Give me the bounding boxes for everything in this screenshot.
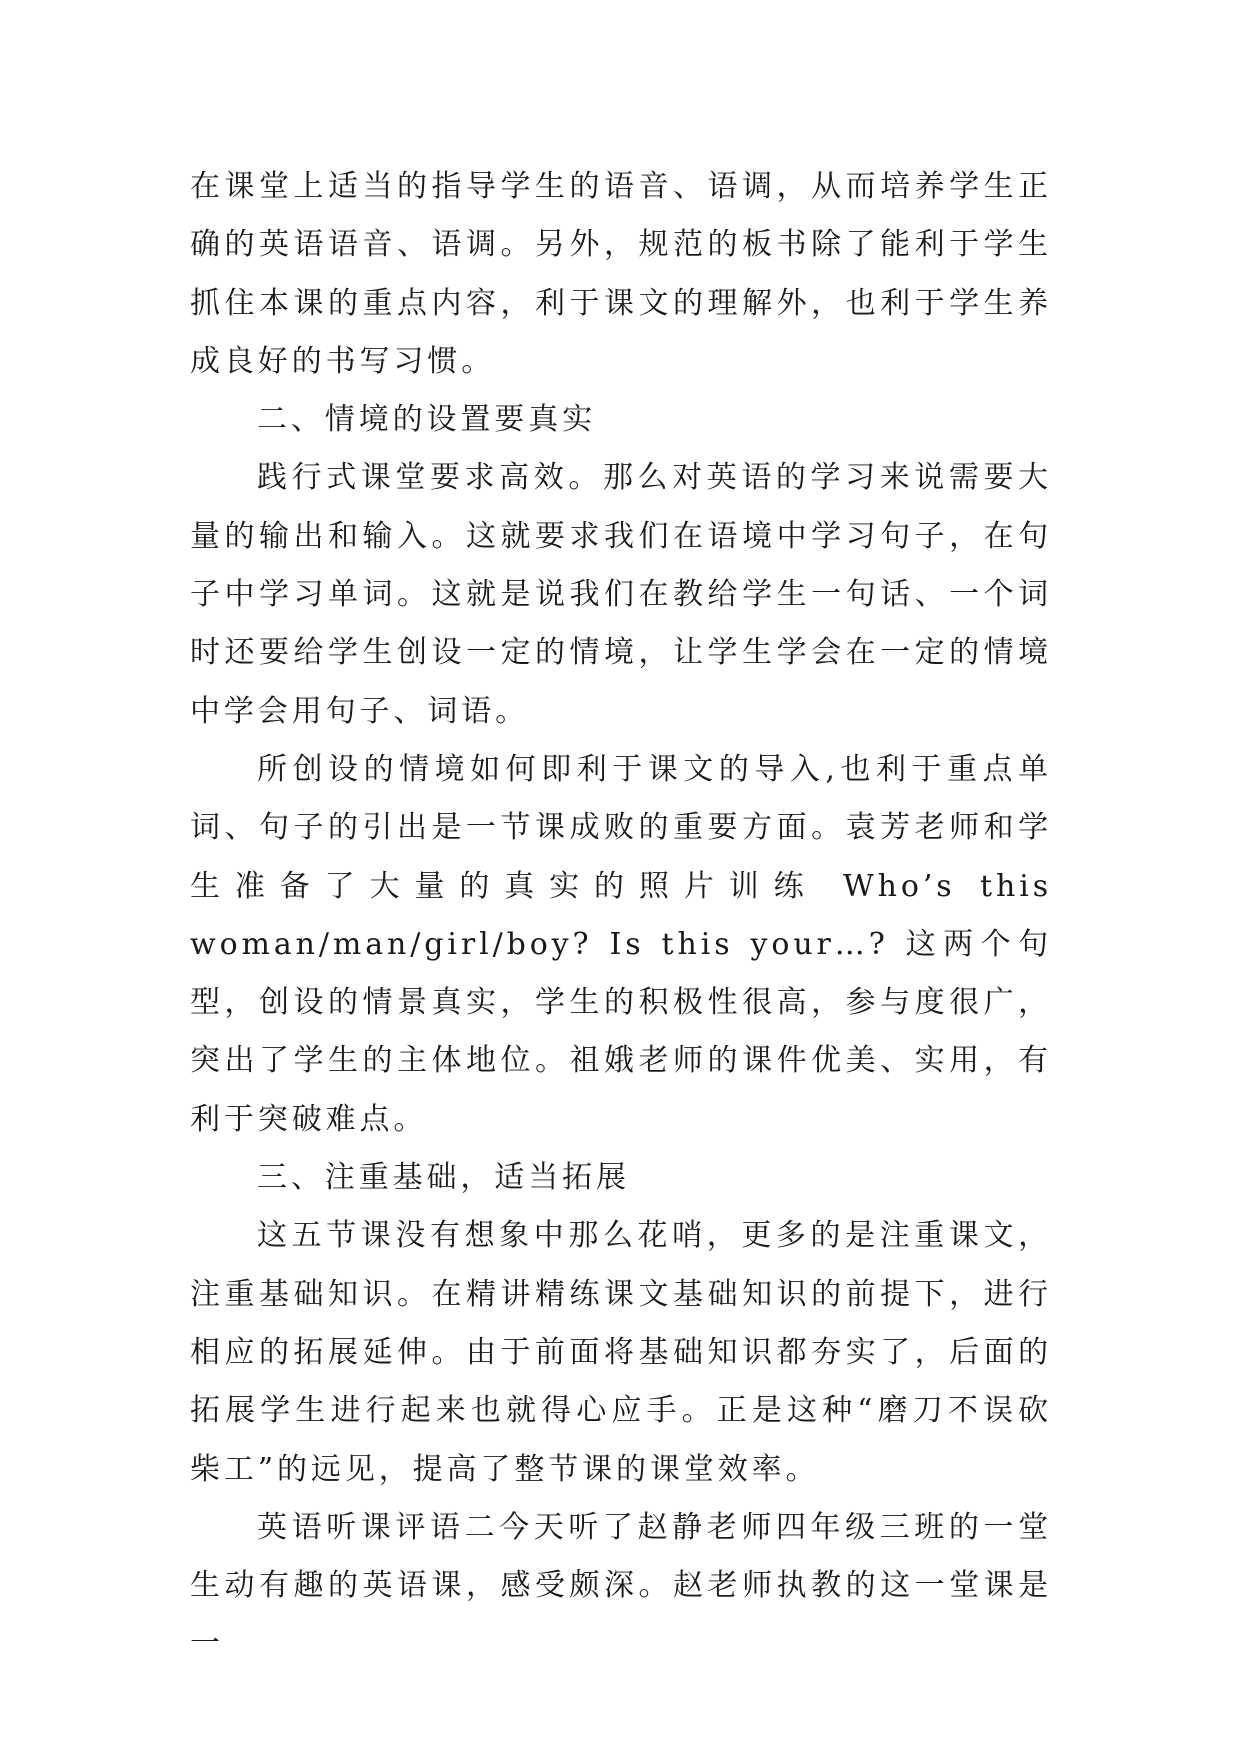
paragraph: 英语听课评语二今天听了赵静老师四年级三班的一堂生动有趣的英语课，感受颇深。赵老师执教的这一堂课是一 xyxy=(190,1509,1052,1662)
paragraph: 所创设的情境如何即利于课文的导入,也利于重点单词、句子的引出是一节课成败的重要方面。袁芳老师和学生准备了大量的真实的照片训练 Who’s this woman/man/girl/boy? Is this your…? 这两个句型，创设的情景真实，学生的积极性很高，参与度很广，突出了学生的主体地位。祖娥老师的课件优美、实用，有利于突破难点。 xyxy=(190,751,1052,1137)
paragraph: 践行式课堂要求高效。那么对英语的学习来说需要大量的输出和输入。这就要求我们在语境中学习句子，在句子中学习单词。这就是说我们在教给学生一句话、一个词时还要给学生创设一定的情境，让学生学会在一定的情境中学会用句子、词语。 xyxy=(190,460,1052,729)
paragraph-continuation: 在课堂上适当的指导学生的语音、语调，从而培养学生正确的英语语音、语调。另外，规范的板书除了能利于学生抓住本课的重点内容，利于课文的理解外，也利于学生养成良好的书写习惯。 xyxy=(190,169,1052,379)
paragraph: 这五节课没有想象中那么花哨，更多的是注重课文，注重基础知识。在精讲精练课文基础知识的前提下，进行相应的拓展延伸。由于前面将基础知识都夯实了，后面的拓展学生进行起来也就得心应手。正是这种“磨刀不误砍柴工”的远见，提高了整节课的课堂效率。 xyxy=(190,1218,1052,1487)
document-body xyxy=(190,158,1052,1674)
section-heading-3: 三、注重基础，适当拓展 xyxy=(257,1160,630,1196)
section-heading-2: 二、情境的设置要真实 xyxy=(257,402,596,438)
